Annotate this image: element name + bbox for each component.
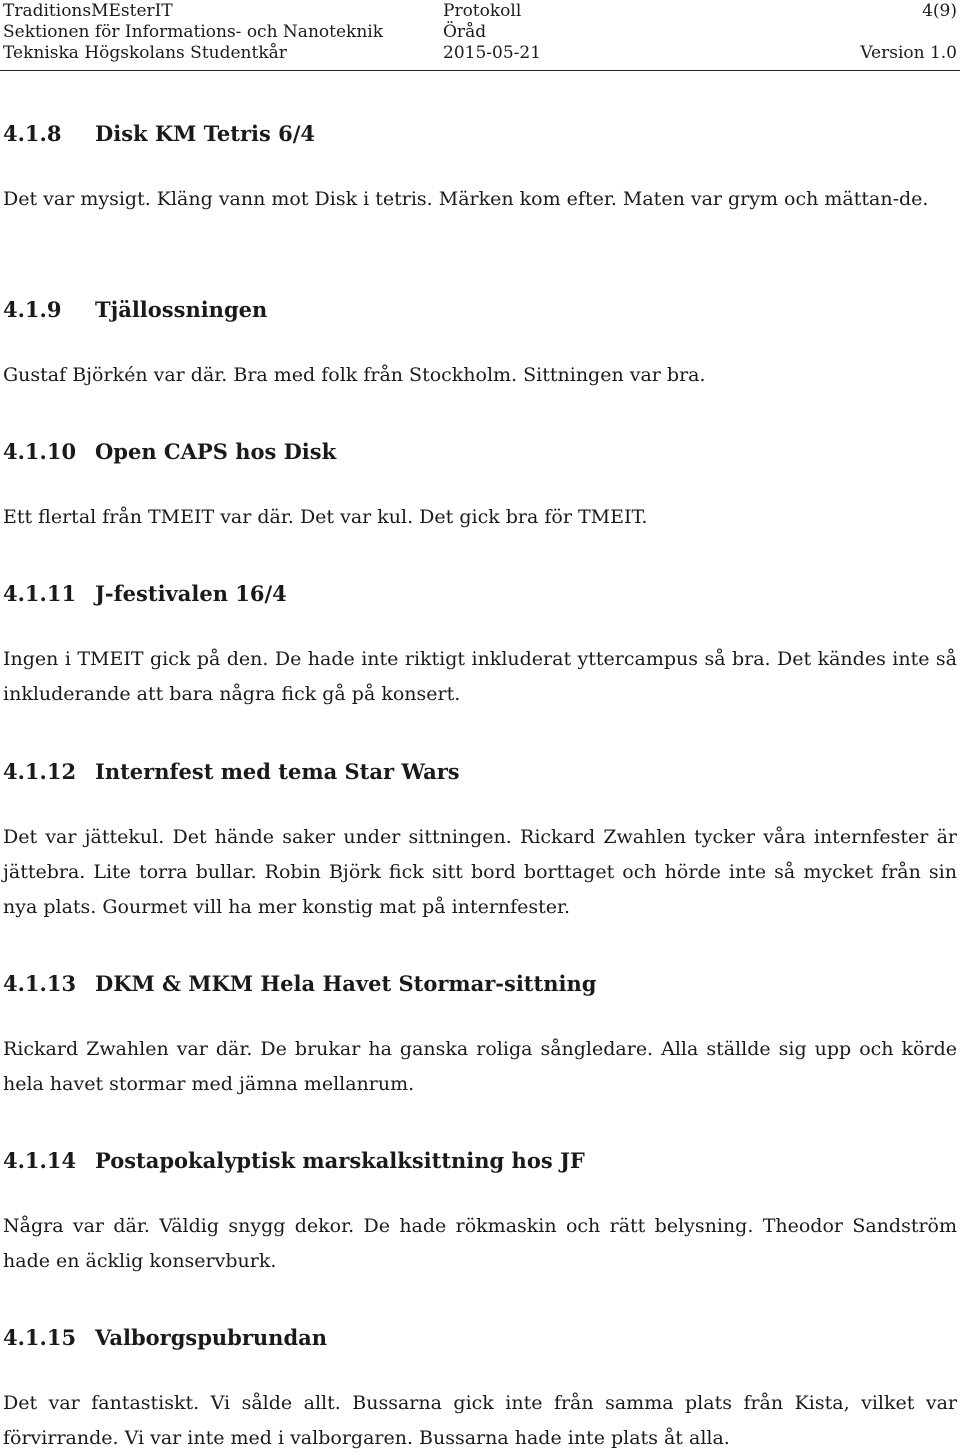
header-row-3 [3,42,957,64]
section-paragraph: Ingen i TMEIT gick på den. De hade inte riktigt inkluderat yttercampus så bra. Det kändes inte så inkluderande att bara några fick gå på konsert. [3,648,957,705]
section-title: Tjällossningen [95,297,268,322]
section-number: 4.1.15 [3,1325,77,1350]
section-heading [3,970,596,998]
meeting-name: Öråd [443,22,487,42]
section-paragraph: Det var jättekul. Det hände saker under sittningen. Rickard Zwahlen tycker våra internfester är jättebra. Lite torra bullar. Robin Björk fick sitt bord borttaget och hörde inte så mycket från sin nya plats. Gourmet vill ha mer konstig mat på internfester. [3,826,957,918]
section-title: J-festivalen 16/4 [95,581,287,606]
page-header [0,0,960,71]
section-heading [3,758,460,786]
section-number: 4.1.11 [3,581,77,606]
section-title: Open CAPS hos Disk [95,439,337,464]
section-heading [3,120,315,148]
section-paragraph: Ett flertal från TMEIT var där. Det var kul. Det gick bra för TMEIT. [3,506,648,528]
section-title: DKM & MKM Hela Havet Stormar-sittning [95,971,597,996]
section-title: Valborgspubrundan [95,1325,328,1350]
section-heading [3,1324,327,1352]
section-name: Sektionen för Informations- och Nanoteknik [3,22,384,42]
section-number: 4.1.13 [3,971,77,996]
organization-name: TraditionsMEsterIT [3,1,173,21]
document-type: Protokoll [443,1,522,21]
section-paragraph: Det var fantastiskt. Vi sålde allt. Bussarna gick inte från samma plats från Kista, vilket var förvirrande. Vi var inte med i valborgaren. Bussarna hade inte plats åt alla. [3,1392,957,1449]
section-paragraph: Rickard Zwahlen var där. De brukar ha ganska roliga sångledare. Alla ställde sig upp och körde hela havet stormar med jämna mellanrum. [3,1038,957,1095]
section-number: 4.1.8 [3,121,62,146]
header-row-1 [3,0,957,22]
section-number: 4.1.12 [3,759,77,784]
section-title: Postapokalyptisk marskalksittning hos JF [95,1148,585,1173]
section-number: 4.1.9 [3,297,62,322]
page-number: 4(9) [922,1,957,21]
section-paragraph: Gustaf Björkén var där. Bra med folk från Stockholm. Sittningen var bra. [3,364,706,386]
section-number: 4.1.10 [3,439,77,464]
section-heading [3,296,267,324]
section-heading [3,1147,585,1175]
document-date: 2015-05-21 [443,43,542,63]
section-paragraph: Några var där. Väldig snygg dekor. De hade rökmaskin och rätt belysning. Theodor Sandström hade en äcklig konservburk. [3,1215,957,1272]
section-heading [3,580,287,608]
section-title: Internfest med tema Star Wars [95,759,460,784]
section-paragraph: Det var mysigt. Kläng vann mot Disk i tetris. Märken kom efter. Maten var grym och mättan-de. [3,188,929,210]
union-name: Tekniska Högskolans Studentkår [3,43,287,63]
section-heading [3,438,336,466]
header-row-2 [3,21,957,43]
section-title: Disk KM Tetris 6/4 [95,121,316,146]
document-version: Version 1.0 [860,43,957,63]
section-number: 4.1.14 [3,1148,77,1173]
